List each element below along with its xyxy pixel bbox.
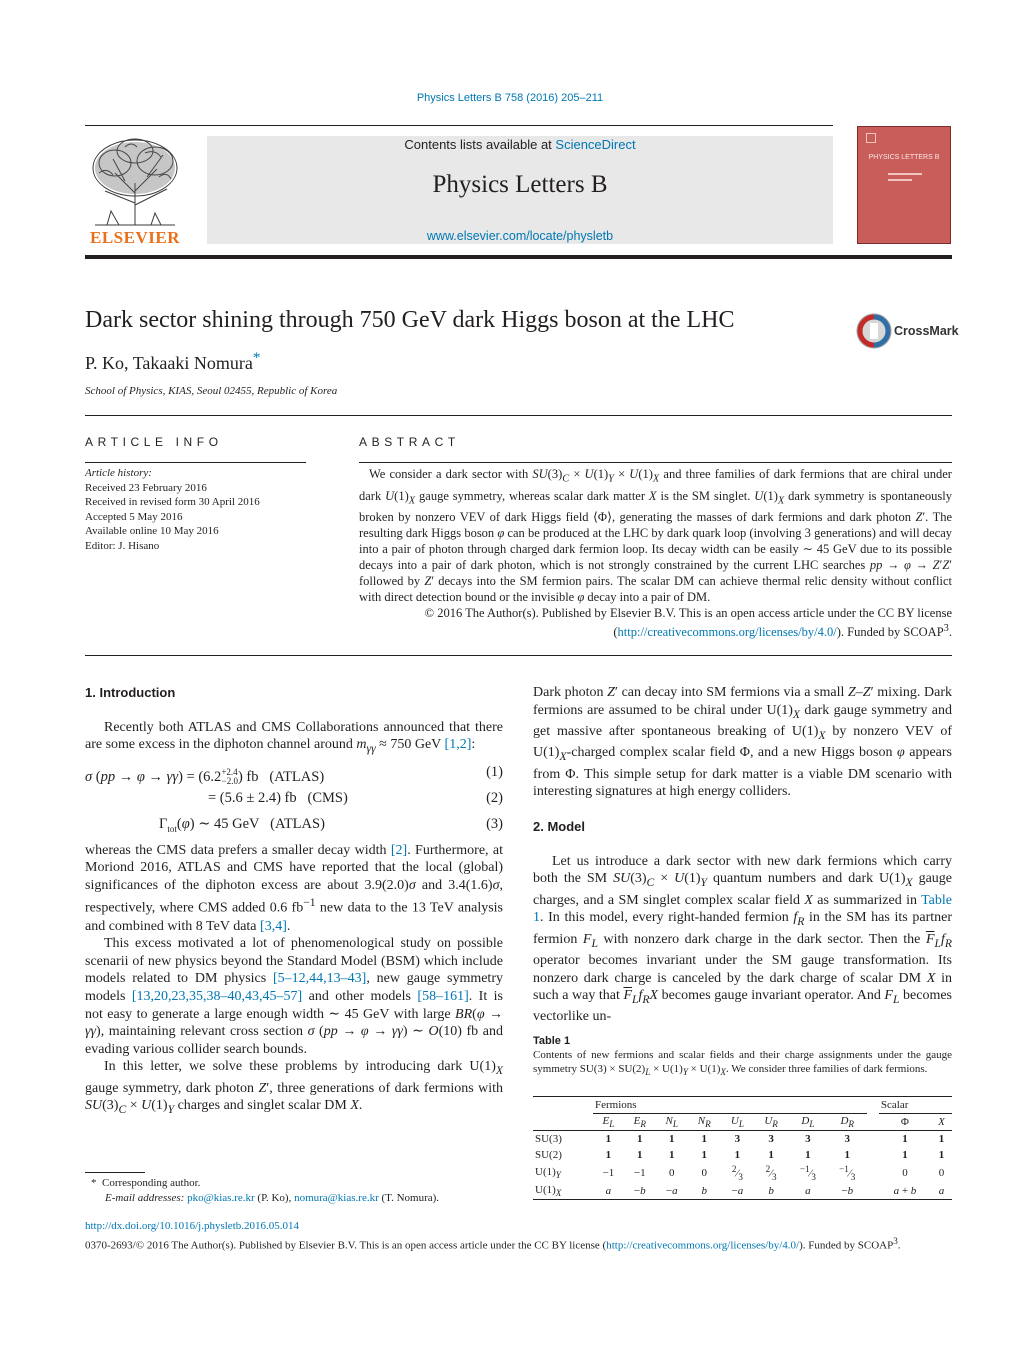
caption-text: × U(1): [687, 1063, 721, 1075]
table-header-row: [533, 1114, 952, 1131]
caption-text: . We consider three families of dark fermions.: [725, 1063, 928, 1075]
footer-funding-text: ). Funded by SCOAP: [799, 1239, 894, 1252]
affiliation: School of Physics, KIAS, Seoul 02455, Republic of Korea: [85, 385, 338, 397]
table-group-row: [533, 1097, 952, 1114]
body-paragraph: In this letter, we solve these problems by introducing dark $U(1)_X$ gauge symmetry, dark photon Z′, three generations of dark fermions with $SU(3)_C \times U(1)_Y$ charges and singlet scalar DM X.: [85, 1059, 503, 1117]
online-date: Available online 10 May 2016: [85, 525, 219, 537]
header-rule: [85, 125, 833, 126]
crossmark-label[interactable]: CrossMark: [894, 324, 959, 338]
column-header: $N_L$: [665, 1115, 678, 1130]
email-label: E-mail addresses:: [105, 1192, 185, 1204]
header-thick-rule: [85, 255, 952, 259]
article-info-heading: ARTICLE INFO: [85, 435, 223, 449]
table-row: SU(2) 1 1 1 1 1 1 1 1 1 1: [535, 1149, 945, 1162]
abstract-bottom-rule: [85, 655, 952, 656]
footer-copyright: 0370-2693/© 2016 The Author(s). Published by Elsevier B.V. This is an open access article under the CC BY license (http://creativecommons.org/licenses/by/4.0/). Funded by SCOAP$^3$.: [85, 1236, 901, 1252]
column-header: $E_L$: [602, 1115, 615, 1130]
journal-citation[interactable]: Physics Letters B 758 (2016) 205–211: [416, 92, 604, 104]
body-paragraph: This excess motivated a lot of phenomenological study on possible scenarii of new physics beyond the Standard Model (BSM) which include models related to DM physics [5–12,44,13–43], new gauge symmetry models [13,20,23,35,38–40,43,45–57] and other models [58–161]. It is not easy to generate a large enough width ∼ 45 GeV with large BR(φ → γγ), maintaining relevant cross section σ (pp → φ → γγ) ∼ O(10) fb and evading various collider search bounds.: [85, 936, 504, 1057]
body-paragraph: whereas the CMS data prefers a smaller decay width [2]. Furthermore, at Moriond 2016, ATLAS and CMS have reported that the local (global) significances of the diphoton excess are about 3.9(2.0)σ and 3.4(1.6)σ, respectively, where CMS added 0.6 $fb^{-1}$ new data to the 13 TeV analysis and combined with 8 TeV data [3,4].: [85, 842, 504, 934]
cover-rule: [888, 179, 912, 181]
column-header: X: [938, 1116, 945, 1129]
body-right-column: [533, 684, 952, 1026]
column-header: $D_R$: [840, 1115, 854, 1130]
funding-text: ). Funded by SCOAP: [836, 625, 944, 640]
email-owner: (P. Ko),: [257, 1192, 292, 1204]
cover-emblem-icon: [866, 133, 876, 143]
table-caption: Table 1 Contents of new fermions and scalar fields and their charge assignments under the gauge symmetry $SU(3) \times SU(2)_L \times U(1)_Y \times U(1)_X$. We consider three families of dark fermions.: [533, 1035, 952, 1078]
footer-copyright-text: 0370-2693/© 2016 The Author(s). Published by Elsevier B.V. This is an open access article under the CC BY license (: [85, 1239, 607, 1252]
citation-link[interactable]: [3,4]: [260, 918, 287, 934]
license-link[interactable]: http://creativecommons.org/licenses/by/4.0/: [617, 625, 837, 640]
citation-link[interactable]: [13,20,23,35,38–40,43,45–57]: [131, 988, 303, 1004]
crossmark-icon[interactable]: [856, 313, 892, 349]
equation-number: (2): [486, 789, 503, 806]
citation-link[interactable]: [2]: [390, 842, 408, 858]
section-heading-model: 2. Model: [533, 818, 586, 834]
article-info-rule: [85, 462, 306, 463]
email-owner: (T. Nomura).: [381, 1192, 440, 1204]
group-header-fermions: [593, 1097, 867, 1114]
group-label: Fermions: [595, 1099, 637, 1111]
citation-link[interactable]: [5–12,44,13–43]: [273, 971, 367, 987]
editor: Editor: J. Hisano: [85, 539, 160, 552]
footnote: [85, 1176, 503, 1206]
affiliation-rule: [85, 415, 952, 416]
table-row: SU(3) 1 1 1 1 3 3 3 3 1 1: [535, 1133, 945, 1146]
table-label: Table 1: [533, 1035, 571, 1047]
authors-text: P. Ko, Takaaki Nomura: [85, 353, 253, 373]
accepted-date: Accepted 5 May 2016: [85, 510, 183, 523]
email-link-nomura[interactable]: nomura@kias.re.kr: [294, 1192, 379, 1204]
footnote-emails: [85, 1191, 503, 1206]
contents-line: [207, 137, 833, 152]
sciencedirect-link[interactable]: ScienceDirect: [555, 137, 636, 152]
journal-name: Physics Letters B: [432, 171, 608, 198]
contents-prefix: Contents lists available at: [404, 137, 556, 152]
copyright-text: © 2016 The Author(s). Published by Elsevier B.V. This is an open access article under the CC BY license (: [424, 606, 952, 640]
section-heading-introduction: 1. Introduction: [85, 685, 176, 700]
abstract-paragraph: We consider a dark sector with $SU(3)_C \times U(1)_Y \times U(1)_X$ and three families of dark fermions that are chiral under dark $U(1)_X$ gauge symmetry, whereas scalar dark matter X is the SM singlet. $U(1)_X$ dark symmetry is spontaneously broken by nonzero VEV of dark Higgs field ⟨Φ⟩, generating the masses of dark fermions and dark photon Z′. The resulting dark Higgs boson φ can be produced at the LHC by dark quark loop (involving 3 generations) and will decay into a pair of photon through charged dark fermion loop. Its decay width can be easily ∼ 45 GeV due to its possible decays into a pair of dark photon, which is not strongly constrained by the current LHC searches pp → φ → Z′Z′ followed by Z′ decays into the SM fermion pairs. The scalar DM can achieve thermal relic density without conflict with direct detection bound or the invisible φ decay into a pair of DM.: [359, 467, 953, 604]
article-title: Dark sector shining through 750 GeV dark Higgs boson at the LHC: [85, 307, 735, 333]
equation-number: (1): [486, 763, 503, 780]
equation-3: $\Gamma_{tot}(\varphi)$ ∼ 45 GeV (ATLAS) (3): [159, 815, 503, 834]
caption-text: × U(1): [650, 1063, 683, 1075]
journal-homepage-link[interactable]: www.elsevier.com/locate/physletb: [426, 229, 614, 243]
table-row: $U(1)_X$ a −b −a b −a b a −b a + b a: [533, 1183, 952, 1200]
corresponding-author-mark[interactable]: *: [252, 350, 261, 366]
email-link-ko[interactable]: pko@kias.re.kr: [187, 1192, 255, 1204]
journal-cover-image[interactable]: [857, 126, 951, 244]
body-paragraph: Dark photon Z′ can decay into SM fermions via a small Z–Z′ mixing. Dark fermions are assumed to be chiral under $U(1)_X$ dark gauge symmetry and get massive after spontaneous breaking of $U(1)_X$ by nonzero VEV of $U(1)_X$-charged complex scalar field Φ, and a new Higgs boson φ appears from Φ. This simple setup for dark matter is a viable DM scenario with interesting signatures at high energy colliders.: [533, 685, 953, 800]
body-paragraph: Let us introduce a dark sector with new dark fermions which carry both the SM $SU(3)_C \times U(1)_Y$ quantum numbers and dark $U(1)_X$ gauge charges, and a SM singlet complex scalar field X as summarized in Table 1. In this model, every right-handed fermion $f_R$ in the SM has its partner fermion $F_L$ with nonzero dark charge in the dark sector. Then the $\overline{F}_Lf_R$ operator becomes invariant under the SM gauge transformation. Its nonzero dark charge is canceled by the dark charge of scalar DM X in such a way that $\overline{F}_Lf_RX$ becomes gauge invariant operator. And $F_L$ becomes vectorlike un-: [533, 853, 953, 1025]
cover-title: PHYSICS LETTERS B: [868, 154, 940, 161]
table-reference-link[interactable]: Table 1: [533, 892, 952, 926]
equation-number: (3): [486, 815, 503, 832]
column-header: $N_R$: [697, 1115, 711, 1130]
charge-table: [533, 1096, 952, 1200]
body-paragraph: Recently both ATLAS and CMS Collaborations announced that there are some excess in the diphoton channel around $m_{\gamma\gamma} \approx 750$ GeV [1,2]:: [85, 719, 503, 755]
abstract-copyright: © 2016 The Author(s). Published by Elsevier B.V. This is an open access article under the CC BY license (http://creativecommons.org/licenses/by/4.0/). Funded by SCOAP$^3$.: [424, 606, 952, 640]
caption-text: Contents of new fermions and scalar fields and their charge assignments under the gauge symmetry SU(3) × SU(2): [533, 1049, 952, 1075]
column-header: $U_L$: [730, 1115, 744, 1130]
footer-license-link[interactable]: http://creativecommons.org/licenses/by/4.0/: [606, 1239, 800, 1252]
citation-link[interactable]: [1,2]: [444, 737, 472, 753]
column-header: $D_L$: [801, 1115, 815, 1130]
history-label: Article history:: [85, 467, 152, 479]
abstract-rule: [359, 462, 952, 463]
abstract-heading: ABSTRACT: [359, 435, 460, 449]
elsevier-wordmark: ELSEVIER: [90, 228, 180, 247]
column-header: $E_R$: [633, 1115, 646, 1130]
group-header-scalar: [879, 1097, 952, 1114]
group-label: Scalar: [880, 1099, 909, 1111]
equation-1: σ $(pp \to \varphi \to \gamma\gamma) = (6.2^{+2.4}_{-2.0})$ fb (ATLAS) (1): [85, 763, 503, 787]
revised-date: Received in revised form 30 April 2016: [85, 496, 260, 508]
citation-link[interactable]: [58–161]: [417, 988, 469, 1004]
article-history: [85, 466, 260, 553]
author-list: [85, 350, 260, 374]
footnote-rule: [85, 1172, 145, 1173]
table-row: $U(1)_Y$ −1 −1 0 0 $^2⁄_3$ $^2⁄_3$ $^{-1}⁄_3$ $^{-1}⁄_3$ 0 0: [535, 1164, 945, 1183]
column-header: Φ: [900, 1116, 909, 1129]
doi-link[interactable]: http://dx.doi.org/10.1016/j.physletb.2016.05.014: [85, 1220, 299, 1232]
abstract-text: [359, 466, 952, 640]
footnote-corresponding: * Corresponding author.: [91, 1177, 201, 1189]
cover-rule: [888, 173, 922, 175]
body-left-column: [85, 684, 503, 1119]
column-header: $U_R$: [764, 1115, 778, 1130]
received-date: Received 23 February 2016: [85, 481, 207, 494]
corresponding-text: Corresponding author.: [102, 1177, 201, 1189]
equation-2: = (5.6 ± 2.4) fb (CMS) (2): [208, 789, 503, 806]
